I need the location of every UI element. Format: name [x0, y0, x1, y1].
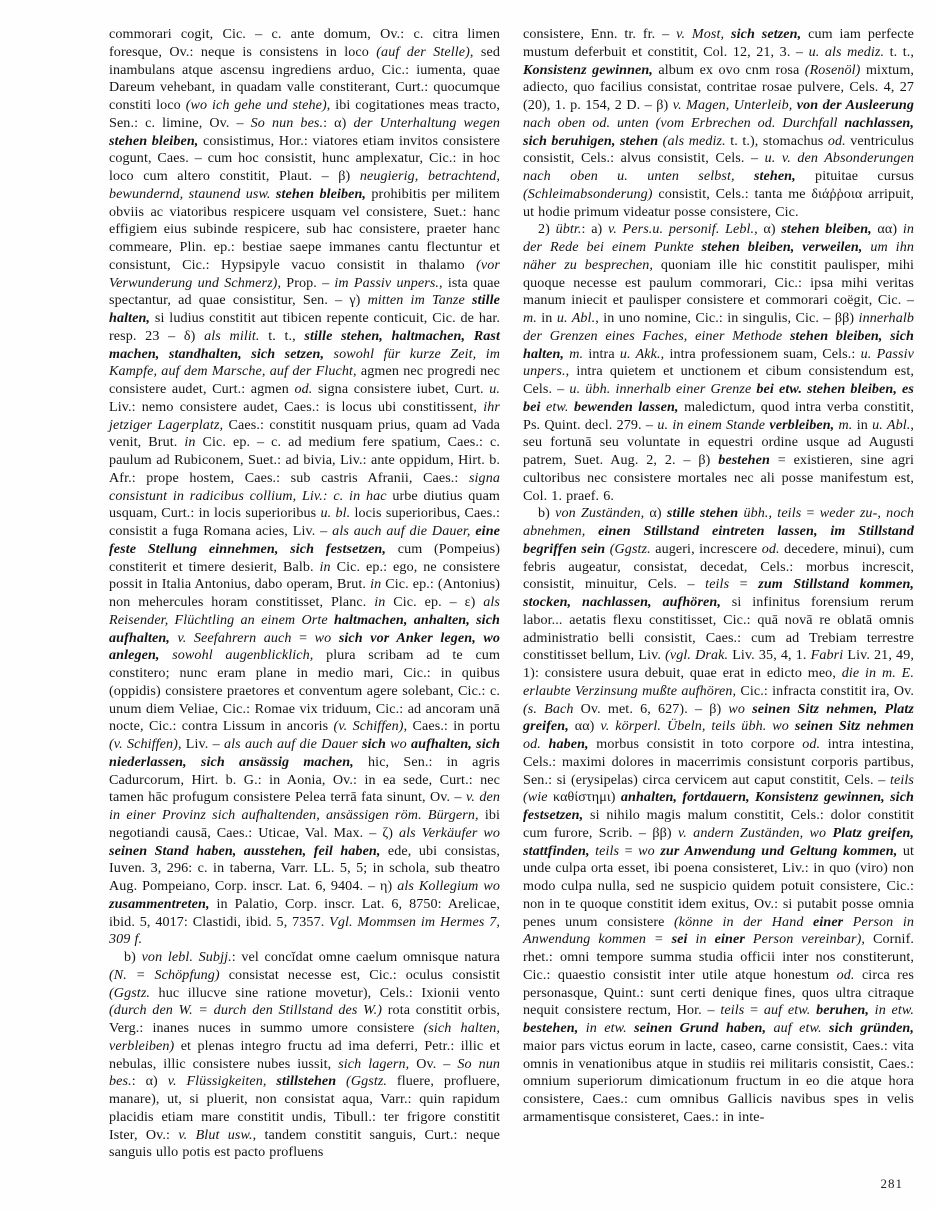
text-segment: bestehen,: [523, 1020, 586, 1036]
text-segment: Person in Anwendung kommen =: [523, 913, 915, 948]
text-segment: intra: [588, 345, 620, 362]
text-segment: Liv. 35, 4, 1.: [732, 647, 811, 664]
text-segment: 2): [538, 221, 556, 238]
text-segment: u. Abl.: [556, 310, 596, 326]
text-segment: (N. = Schöpfung): [109, 966, 229, 983]
text-segment: mitten im Tanze: [367, 292, 472, 309]
text-segment: urbe diutius quam usquam, Curt.: in locis superioribus: [109, 487, 500, 522]
text-segment: =: [806, 505, 820, 522]
text-segment: Cic. ep. – ε): [393, 594, 484, 610]
text-segment: zusammentreten,: [109, 895, 217, 912]
text-segment: v. Pers.u. personif. Lebl.,: [607, 221, 764, 238]
text-segment: od.: [802, 736, 828, 752]
text-segment: (v. Schiffen): [109, 736, 178, 752]
text-segment: u. bl.: [320, 505, 355, 522]
text-segment: v. Flüssigkeiten,: [167, 1073, 277, 1090]
text-segment: beruhen,: [816, 1002, 875, 1019]
text-segment: cum (Pompeius) constiterit et timere desierit, Balb.: [109, 540, 500, 575]
text-segment: , in uno nomine, Cic.: in singulis, Cic. – ββ): [595, 310, 859, 326]
text-segment: od.: [827, 132, 851, 149]
paragraph: [523, 221, 914, 505]
text-segment: sich vor Anker legen, wo anlegen,: [109, 629, 500, 664]
paragraph: [523, 26, 914, 221]
text-segment: b): [124, 949, 142, 965]
text-segment: (s. Bach: [523, 700, 581, 717]
text-segment: huc illucve sine ratione movetur), Cels.: Ixionii vento: [158, 984, 500, 1001]
text-segment: sich setzen,: [731, 26, 809, 42]
text-segment: stehen bleiben,: [109, 132, 203, 149]
text-segment: m.: [569, 345, 589, 362]
text-segment: ihr jetziger Lagerplatz,: [109, 398, 500, 433]
text-segment: um ihn näher zu besprechen,: [523, 239, 914, 273]
text-segment: als auch auf die Dauer: [223, 736, 362, 752]
text-segment: im Passiv unpers.: [334, 274, 440, 291]
paragraph: [109, 26, 500, 949]
text-segment: , ibi cogitationes meas tracto, Sen.: c. limine, Ov. –: [109, 97, 500, 131]
text-segment: maledictum, quod intra verba constitit, Ps. Quint. decl. 279. –: [523, 398, 914, 433]
text-segment: t. t.,: [268, 327, 305, 344]
text-segment: t. t.), stomachus: [730, 132, 828, 149]
text-segment: quoniam ille hic constitit paulisper, mihi quoque necesse est paulum commorari, Cic.: ipsa mihi veritas manum iniecit et paulisper consistere et commorari coëgit, Cic. –: [523, 256, 914, 309]
text-segment: signa consistere iubet, Curt.: [317, 381, 490, 397]
text-segment: einer: [813, 913, 853, 930]
text-segment: , sed inambulans atque ascensu ingrediens arduo, Cic.: iumenta, quae Dareum vehebant, in quadam valle constiterant, Curt.: quocumque constiti loco: [109, 43, 501, 113]
text-segment: u. Abl.: [872, 416, 911, 433]
text-segment: Cic. ep.: ego, ne consistere possit in Italia Antonius, dabo operam, Brut.: [109, 558, 501, 593]
text-segment: αα): [877, 221, 903, 238]
text-segment: in: [184, 434, 203, 451]
text-segment: bewenden lassen,: [574, 398, 685, 415]
text-segment: in etw.: [874, 1002, 915, 1019]
text-segment: Person vereinbar),: [752, 931, 873, 948]
text-segment: decedere, minui), cum febris augeatur, consistat, decedat, Cels.: morbus increscit, consistit, minuitur, Cels. –: [523, 540, 914, 593]
text-segment: einen Stillstand eintreten lassen, im Stillstand begriffen sein: [523, 523, 914, 557]
text-segment: si ludius constitit aut tibicen repente conticuit, Cic. de har. resp. 23 – δ): [109, 310, 500, 344]
text-segment: m.: [838, 416, 857, 433]
text-segment: v. den in einer Provinz sich aufhaltenden, ansässigen röm. Bürgern,: [109, 789, 500, 823]
text-segment: (könne in der Hand: [674, 913, 814, 930]
text-segment: αα): [574, 718, 601, 735]
text-segment: So nun bes.: [109, 1055, 501, 1090]
text-segment: Ov. met. 6, 627). – β): [580, 700, 729, 717]
text-segment: neugierig, betrachtend, bewundernd, staunend usw.: [109, 168, 500, 202]
text-segment: ede, ubi consistas, Iuven. 3, 296: c. in taberna, Varr. LL. 5, 5; in schola, sub theatro Aug. Pompeiano, Corp. inscr. Lat. 6, 9404. – η): [109, 842, 500, 894]
text-segment: in: [319, 558, 337, 575]
text-segment: nachlassen, sich beruhigen, stehen: [523, 114, 914, 149]
text-segment: Cic. ep. – c. ad medium fere spatium, Caes.: c. paulum ad Rubiconem, Suet.: ad bivia, Liv.: ante oppidum, Hirt. b. Afr.: prope hostem, Caes.: sub castris Afranii, Caes.:: [109, 434, 500, 486]
text-segment: , intra professionem suam, Cels.:: [660, 345, 861, 362]
text-segment: wo: [314, 629, 339, 646]
text-segment: stillstehen: [276, 1073, 347, 1090]
text-segment: intra intestina, Cels.: maximi dolores in macerrimis consistunt corporis partibus, Sen.: si (erysipelas) circa cervicem aut caput constitit, Cels. –: [523, 736, 914, 788]
text-segment: in: [856, 416, 873, 433]
text-segment: : α): [131, 1073, 168, 1090]
text-segment: od.: [836, 966, 862, 983]
text-segment: u. Akk.: [619, 345, 661, 362]
text-segment: in: [374, 594, 394, 610]
text-segment: v. andern Zuständen, wo: [677, 824, 833, 841]
text-segment: u. als mediz.: [808, 43, 890, 60]
text-segment: od.: [523, 736, 549, 752]
text-segment: stille stehen, haltmachen, Rast machen, standhalten, sich setzen,: [109, 327, 501, 362]
text-segment: consistit, Cels.: tanta me διάῤῥοια arripuit, ut hodie primum videatur posse consistere, Cic.: [523, 185, 915, 220]
text-segment: plura scribam ad te cum constitero; nunc eram plane in medio mari, Cic.: in quibus (oppidis) consistere praetores et conventum agere solebant, Cic.: c. unum diem Veliae, Cic.: Romae vix triduum, Cic.: ad ancoram unā nocte, Cic.: contra Lissum in ancoris: [109, 647, 501, 735]
text-segment: von der Ausleerung: [796, 97, 914, 113]
text-segment: der Unterhaltung wegen: [353, 114, 500, 131]
text-segment: von Zuständen,: [555, 505, 650, 522]
text-segment: b): [538, 505, 556, 522]
text-segment: (Rosenöl): [804, 61, 866, 78]
text-segment: si nihilo magis malum constitit, Cels.: dolor constitit cum furore, Scrib. – ββ): [523, 807, 914, 841]
text-segment: morbus consistit in toto corpore: [596, 736, 803, 752]
text-segment: anhalten, fortdauern, Konsistenz gewinnen, sich festsetzen,: [523, 789, 914, 823]
text-segment: v. Magen, Unterleib,: [672, 97, 797, 113]
text-segment: et plenas integro fructu ad ima deferri, Petr.: illic et nebulas, illic consistere nubes iussit,: [109, 1037, 500, 1072]
text-segment: stehen bleiben,: [781, 221, 878, 238]
text-segment: (als mediz.: [662, 132, 731, 149]
text-segment: stehen bleiben, verweilen,: [701, 239, 871, 255]
text-segment: Cic.: infracta constitit ira, Ov.: [740, 682, 914, 699]
text-segment: auf etw.: [763, 1002, 817, 1019]
text-segment: in etw.: [585, 1020, 635, 1036]
text-segment: übtr.: [555, 221, 582, 238]
text-segment: α): [649, 505, 667, 522]
text-segment: innerhalb der Grenzen eines Faches, einer Methode: [523, 310, 914, 344]
text-segment: zur Anwendung und Geltung kommen,: [660, 842, 903, 859]
text-segment: (vgl. Drak.: [665, 647, 733, 664]
right-column: [523, 26, 914, 1162]
text-segment: stehen bleiben,: [275, 185, 372, 202]
text-segment: : a): [581, 221, 608, 238]
text-segment: (durch den W. = durch den Stillstand des W.): [109, 1002, 388, 1019]
text-segment: seinen Grund haben,: [634, 1020, 774, 1036]
text-segment: hic, Sen.: in agris Cadurcorum, Hirt. b. G.: in Aonia, Ov.: in ea sede, Curt.: nec tamen hāc profugum consistere Pelea terrā fata sinunt, Ov. –: [109, 753, 500, 806]
text-segment: in: [541, 310, 557, 326]
text-segment: signa consistunt in radicibus collium, Liv.: c. in hac: [109, 469, 500, 504]
text-segment: Platz greifen, stattfinden,: [523, 824, 914, 859]
text-segment: album ex ovo cnm rosa: [658, 61, 805, 78]
text-segment: u. in einem Stande: [657, 416, 770, 433]
text-segment: prohibitis per militem obviis ac viatoribus respicere usquam vel consistere, Suet.: hanc effigiem eius subinde respicere, sub hac consistere, praeter hanc commeare, Plin. ep.: bestiae saepe immanes cantu flectuntur et consistunt, Cic.: Hypsipyle vacuo consistit in thalamo: [109, 185, 500, 273]
text-segment: (sich halten, verbleiben): [109, 1020, 501, 1054]
text-segment: übh., teils: [743, 505, 807, 522]
text-segment: consistimus, Hor.: viatores etiam invitos consistere cogunt, Caes. – cum hoc consistit, hunc amplexatur, Cic.: in hoc loco cum altero constitit, Plaut. – β): [109, 132, 500, 184]
text-segment: sowohl für kurze Zeit, im Kampfe, auf dem Marsche, auf der Flucht,: [109, 345, 501, 380]
text-segment: stehen,: [753, 168, 816, 184]
text-segment: (vor Verwunderung und Schmerz): [109, 256, 500, 291]
text-segment: , tandem constitit sanguis, Curt.: neque sanguis ullo potis est pacto profluens: [109, 1126, 500, 1161]
text-segment: als Verkäufer wo: [399, 824, 500, 841]
text-segment: haben,: [548, 736, 597, 752]
text-segment: (auf der Stelle): [376, 43, 470, 60]
text-segment: teils: [720, 1002, 751, 1019]
text-segment: zum Stillstand kommen, stocken, nachlassen, aufhören,: [523, 576, 915, 610]
text-segment: wo: [390, 736, 411, 752]
text-segment: wo: [638, 842, 661, 859]
text-segment: u. v. den Absonderungen nach oben u. unten selbst,: [523, 150, 914, 184]
text-segment: als milit.: [204, 327, 269, 344]
text-segment: commorari cogit, Cic. – c. ante domum, Ov.: c. citra limen foresque, Ov.: neque is consistens in loco: [109, 26, 500, 60]
text-segment: von lebl. Subjj.: [141, 949, 232, 965]
text-segment: (Ggstz.: [109, 984, 159, 1001]
text-segment: fluere, profluere, manare), ut, si pluerit, non consistat aqua, Varr.: quin rapidum placidis etiam mare constitit undis, Tibull.: ter frigore constitit Ister, Ov.:: [109, 1073, 500, 1143]
text-segment: Fabri: [810, 647, 848, 664]
text-segment: in: [695, 931, 715, 948]
text-segment: t. t.,: [889, 43, 914, 60]
text-segment: nach oben od. unten (vom Erbrechen od. Durchfall: [523, 114, 845, 131]
text-segment: od.: [761, 540, 785, 557]
text-segment: in der Rede bei einem Punkte: [523, 221, 914, 255]
text-segment: =: [624, 842, 639, 859]
text-segment: in: [370, 576, 386, 593]
text-segment: Cornif. rhet.: omni tempore summa studia officii inter nos constiterunt, Cic.: quaestio consistit inter utile atque honestum: [523, 931, 914, 983]
text-segment: , Caes.: in portu: [403, 718, 500, 735]
text-segment: consistat necesse est, Cic.: oculus consistit: [228, 966, 500, 983]
text-segment: teils: [595, 842, 625, 859]
text-segment: sich lagern,: [338, 1055, 417, 1072]
text-segment: =: [299, 629, 315, 646]
text-segment: als Reisender, Flüchtling an einem Orte: [109, 594, 500, 628]
text-segment: consistere, Enn. tr. fr. –: [523, 26, 677, 42]
text-segment: Liv. 21, 49, 1): consistere usura debuit, quae erat in edicto meo,: [523, 647, 914, 681]
text-segment: , Liv. –: [177, 736, 224, 752]
text-segment: v. Most,: [676, 26, 732, 42]
text-segment: pituitae cursus: [815, 168, 915, 184]
text-segment: stille stehen: [666, 505, 744, 522]
text-segment: einer: [714, 931, 753, 948]
text-segment: m.: [523, 310, 542, 326]
text-segment: ventriculus consistit, Cels.: alvus consistit, Cels. –: [523, 132, 915, 167]
text-columns: [109, 26, 914, 1162]
text-segment: teils: [705, 576, 740, 593]
text-segment: circa res personasque, Quint.: sunt certi denique fines, quos ultra citraque nequit consistere rectum, Hor. –: [523, 966, 914, 1019]
text-segment: wo: [728, 700, 753, 717]
text-segment: seinen Sitz nehmen, Platz greifen,: [523, 700, 915, 735]
text-segment: Cic. ep.: (Antonius) non mehercules horam constitisset, Planc.: [109, 576, 501, 610]
text-segment: maior pars victus eorum in lacte, caseo, carne consistit, Caes.: vita omnis in venationibus atque in studiis rei militaris consistit, Caes.: omnium superiorum dimicationum fructum in eo die atque hora consistere, Caes.: cum omnibus Gallicis navibus spes in velis armamentisque consisteret, Caes.: in inte-: [523, 1037, 914, 1125]
text-segment: (Schleimabsonderung): [523, 185, 659, 202]
text-segment: : vel concĭdat omne caelum omnisque natura: [231, 949, 501, 965]
text-segment: , Prop. –: [277, 274, 335, 291]
text-segment: als auch auf die Dauer,: [332, 523, 476, 539]
text-segment: u. Passiv unpers.: [523, 345, 914, 380]
text-segment: : α): [323, 114, 354, 131]
text-segment: stehen bleiben, sich halten,: [523, 327, 914, 362]
text-segment: , intra quietem et unctionem et cibum consistendum est, Cels. –: [523, 363, 914, 397]
text-segment: καθίστημι): [553, 789, 621, 806]
text-segment: bei etw. stehen bleiben, es bei: [523, 381, 914, 415]
text-segment: auf etw.: [773, 1020, 830, 1036]
text-segment: =: [750, 1002, 764, 1019]
text-segment: haltmachen, anhalten, sich aufhalten,: [109, 611, 500, 646]
text-segment: ibi negotiandi causā, Caes.: Uticae, Val. Max. – ζ): [109, 807, 500, 841]
text-segment: u. übh. innerhalb einer Grenze: [569, 381, 757, 397]
text-segment: sich gründen,: [829, 1020, 914, 1036]
text-segment: cum iam perfecte mustum deferbuit et constitit, Col. 12, 21, 3. –: [523, 26, 914, 60]
text-segment: locis superioribus, Caes.: consistit a fuga Romana acies, Liv. –: [109, 505, 500, 539]
text-segment: bestehen: [718, 452, 778, 468]
text-segment: rota constitit orbis, Verg.: inanes nuces in summo umore consistere: [109, 1002, 500, 1036]
paragraph: [523, 505, 914, 1126]
text-segment: stille halten,: [109, 292, 500, 326]
text-segment: (Ggstz.: [609, 540, 656, 557]
text-segment: sowohl augenblicklich,: [172, 647, 327, 664]
text-segment: mixtum, adiecto, quo facilius consistat, contritae rosae pulvere, Cels. 4, 27 (20), 1. p. 154, 2 D. – β): [523, 61, 915, 113]
text-segment: eine feste Stellung einnehmen, sich festsetzen,: [109, 523, 500, 557]
text-segment: die in m. E. erlaubte Verzinsung mußte aufhören,: [523, 665, 914, 699]
paragraph: [109, 949, 500, 1162]
text-segment: = existieren, sine agri cultoribus nec consistere mortales nec ali posse manifestum est, Col. 1. praef. 6.: [523, 452, 914, 504]
text-segment: seinen Stand haben, ausstehen, feil haben,: [109, 842, 388, 859]
text-segment: aufhalten, sich niederlassen, sich ansässig machen,: [109, 736, 501, 770]
text-segment: , ista quae spectantur, ad quae consistitur, Sen. – γ): [109, 274, 500, 309]
text-segment: agmen nec progredi nec consistere audet, Curt.: agmen: [109, 363, 500, 397]
text-segment: Konsistenz gewinnen,: [523, 61, 659, 78]
text-segment: augeri, increscere: [655, 540, 762, 557]
text-segment: (wo ich gehe und stehe): [185, 97, 327, 113]
text-segment: Caes.: constitit nusquam prius, quam ad Vada venit, Brut.: [109, 416, 501, 451]
text-segment: α): [763, 221, 782, 238]
text-segment: verbleiben,: [769, 416, 839, 433]
text-segment: u.: [489, 381, 500, 397]
text-segment: als Kollegium wo: [397, 878, 500, 894]
text-segment: in Palatio, Corp. inscr. Lat. 6, 8750: Arelicae, ibid. 5, 4017: Clastidi, ibid. 5, 7357.: [109, 895, 500, 930]
left-column: [109, 26, 500, 1162]
text-segment: od.: [294, 381, 318, 397]
text-segment: si infinitus forensium rerum labor... aetatis flexu constitisset, Cic.: quā novā re oblatā omnis administratio belli consistit, Caes.: cum ad Trebiam terrestre constitisset bellum, Liv.: [523, 594, 914, 664]
text-segment: So nun bes.: [250, 114, 324, 131]
text-segment: etw.: [546, 398, 575, 415]
text-segment: sei: [671, 931, 696, 948]
text-segment: weder zu-, noch abnehmen,: [523, 505, 914, 539]
text-segment: seinen Sitz nehmen: [794, 718, 914, 735]
text-segment: (v. Schiffen): [333, 718, 404, 735]
text-segment: Vgl. Mommsen im Hermes 7, 309 f.: [109, 913, 500, 948]
page-number: 281: [880, 1176, 903, 1191]
text-segment: ut unde culpa orta esset, ibi poena consisteret, Liv.: in quo (viro) non modo culpa nulla, sed ne suspicio quidem potuit consistere, Cic.: non in te quoque constitit idem exitus, Ov.: si putabit posse omnia penes unum consistere: [523, 842, 915, 930]
text-segment: =: [739, 576, 759, 593]
text-segment: teils (wie: [523, 771, 914, 806]
text-segment: , seu fortunā seu voluntate in equestri ordine usque ad Augusti patrem, Suet. Aug. 2, 2. – β): [523, 416, 914, 468]
text-segment: v. körperl. Übeln, teils übh. wo: [600, 718, 795, 735]
text-segment: v. Blut usw.: [178, 1126, 253, 1143]
text-segment: sich: [361, 736, 391, 752]
text-segment: Liv.: nemo consistere audet, Caes.: is locus ubi constitissent,: [109, 398, 484, 415]
text-segment: Ov. –: [416, 1055, 458, 1072]
text-segment: (Ggstz.: [346, 1073, 397, 1090]
text-segment: v. Seefahrern auch: [177, 629, 300, 646]
